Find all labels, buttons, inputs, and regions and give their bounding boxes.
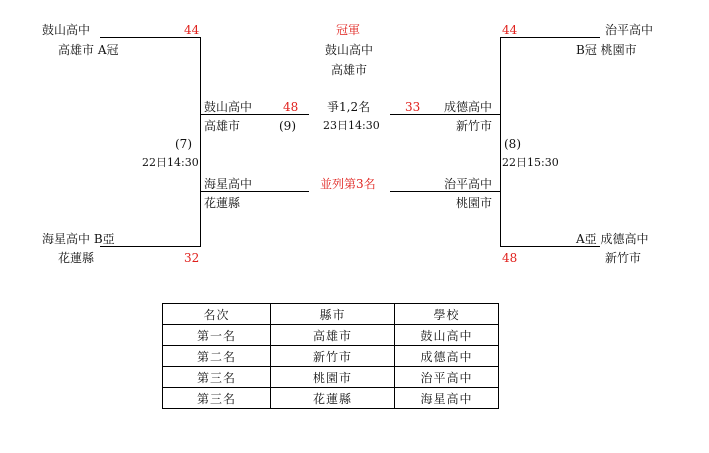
team-bottom-right-school: A亞 成德高中: [576, 232, 649, 246]
bracket-line-final-left: [200, 114, 309, 115]
results-table: [162, 303, 499, 409]
header-rank: 名次: [163, 304, 271, 325]
team-bottom-right-city: 新竹市: [605, 251, 642, 265]
final-game-number: (9): [279, 119, 296, 133]
table-cell: 高雄市: [271, 325, 395, 346]
table-cell: 成德高中: [395, 346, 499, 367]
left-semi-time: 22日14:30: [142, 156, 199, 169]
table-cell: 花蓮縣: [271, 388, 395, 409]
table-row: [163, 346, 499, 367]
team-bottom-right-score: 48: [502, 251, 518, 265]
table-row: [163, 367, 499, 388]
right-loser-school: 治平高中: [444, 177, 493, 191]
results-header-row: [163, 304, 499, 325]
bracket-line-third-right: [390, 191, 500, 192]
table-row: [163, 388, 499, 409]
right-winner-city: 新竹市: [456, 119, 493, 133]
table-cell: 海星高中: [395, 388, 499, 409]
bracket-line-left-vertical: [200, 37, 201, 247]
right-winner-school: 成德高中: [444, 100, 493, 114]
left-winner-city: 高雄市: [204, 119, 241, 133]
right-semi-game-number: (8): [504, 137, 521, 151]
bracket-line-right-vertical: [500, 37, 501, 247]
bracket-line-bottom-left: [100, 246, 200, 247]
table-cell: 桃園市: [271, 367, 395, 388]
bracket-line-bottom-right: [500, 246, 600, 247]
team-bottom-left-school: 海星高中 B亞: [42, 232, 115, 246]
bracket-line-third-left: [200, 191, 309, 192]
third-place-label: 並列第3名: [320, 177, 376, 191]
final-time: 23日14:30: [323, 119, 380, 132]
right-loser-city: 桃園市: [456, 196, 493, 210]
left-semi-game-number: (7): [175, 137, 192, 151]
champion-school: 鼓山高中: [325, 43, 374, 57]
table-cell: 鼓山高中: [395, 325, 499, 346]
table-row: [163, 325, 499, 346]
table-cell: 第三名: [163, 367, 271, 388]
table-cell: 治平高中: [395, 367, 499, 388]
right-semi-time: 22日15:30: [502, 156, 559, 169]
table-cell: 第三名: [163, 388, 271, 409]
table-cell: 新竹市: [271, 346, 395, 367]
left-loser-school: 海星高中: [204, 177, 253, 191]
left-winner-score: 48: [283, 100, 299, 114]
team-bottom-left-city: 花蓮縣: [58, 251, 95, 265]
team-top-left-seed: 高雄市 A冠: [58, 43, 119, 57]
right-winner-score: 33: [405, 100, 421, 114]
team-top-right-score: 44: [502, 23, 518, 37]
final-title: 爭1,2名: [327, 100, 371, 114]
header-school: 學校: [395, 304, 499, 325]
team-top-left-score: 44: [184, 23, 200, 37]
table-cell: 第一名: [163, 325, 271, 346]
champion-city: 高雄市: [331, 63, 368, 77]
team-top-left-school: 鼓山高中: [42, 23, 91, 37]
team-bottom-left-score: 32: [184, 251, 200, 265]
left-winner-school: 鼓山高中: [204, 100, 253, 114]
team-top-right-school: 治平高中: [605, 23, 654, 37]
table-cell: 第二名: [163, 346, 271, 367]
bracket-line-top-left: [100, 37, 200, 38]
bracket-line-top-right: [500, 37, 600, 38]
left-loser-city: 花蓮縣: [204, 196, 241, 210]
champion-label: 冠軍: [336, 23, 361, 37]
bracket-line-final-right: [390, 114, 500, 115]
team-top-right-seed: B冠 桃園市: [576, 43, 637, 57]
header-city: 縣市: [271, 304, 395, 325]
